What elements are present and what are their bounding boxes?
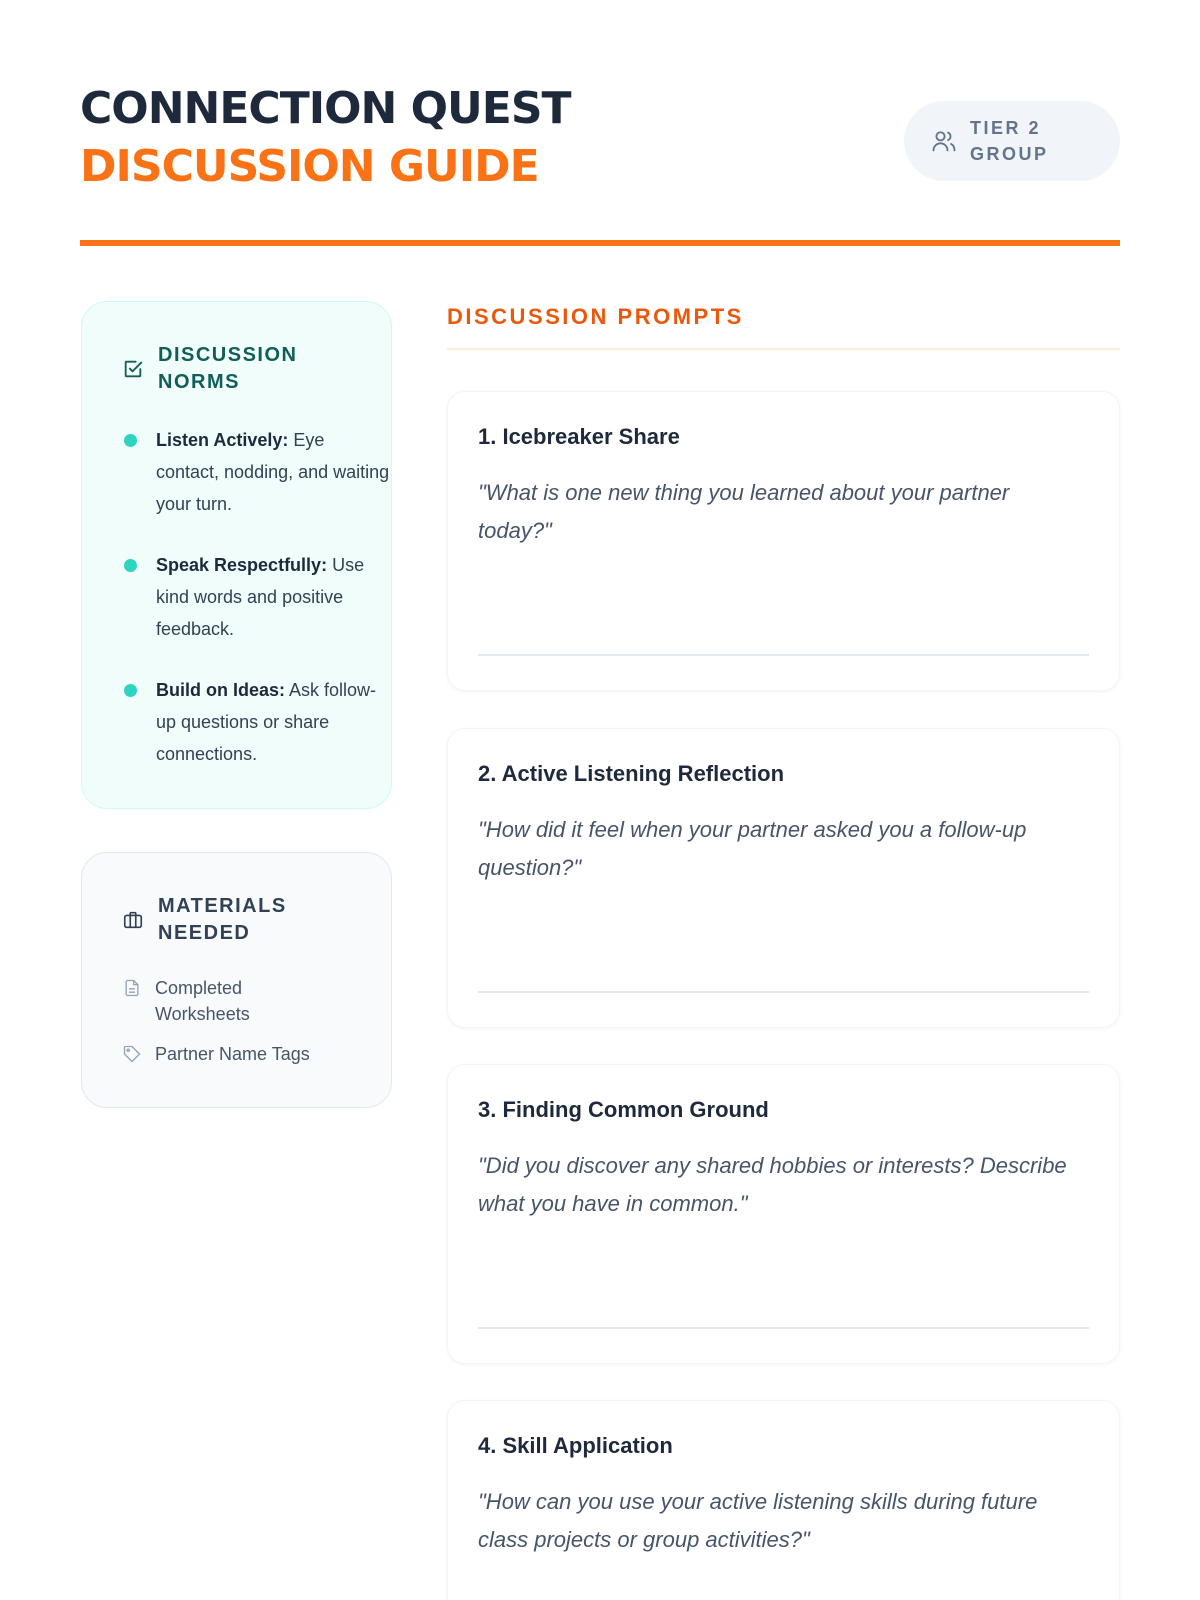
norm-text: Ask follow-up questions or share connections.	[156, 680, 377, 764]
header-divider	[80, 240, 1120, 246]
briefcase-icon	[122, 909, 144, 931]
tag-icon	[122, 1044, 142, 1064]
materials-needed-card	[81, 852, 392, 1108]
discussion-norms-card	[81, 301, 392, 809]
page-header	[80, 80, 1120, 200]
answer-line	[478, 991, 1089, 993]
badge-group: GROUP	[970, 144, 1049, 164]
norm-item	[122, 674, 392, 770]
material-text: Partner Name Tags	[155, 1044, 310, 1064]
norm-text: Eye contact, nodding, and waiting your turn.	[156, 430, 390, 514]
bullet-dot	[124, 434, 137, 447]
prompt-question: "How did it feel when your partner asked you a follow-up question?"	[478, 817, 1027, 880]
material-text: Completed Worksheets	[155, 978, 250, 1024]
checkbox-icon	[122, 358, 144, 380]
material-item	[122, 975, 391, 1027]
page-subtitle: DISCUSSION GUIDE	[80, 141, 539, 192]
bullet-dot	[124, 684, 137, 697]
users-icon	[930, 127, 958, 155]
materials-list	[122, 975, 391, 1067]
answer-line	[478, 654, 1089, 656]
prompts-section-rule	[447, 348, 1120, 350]
norm-item	[122, 424, 392, 520]
norm-label: Listen Actively:	[156, 430, 289, 450]
prompt-card	[447, 728, 1120, 1028]
prompt-card	[447, 391, 1120, 691]
norms-card-header	[122, 342, 391, 396]
norm-item	[122, 549, 392, 645]
materials-title-line2: NEEDED	[158, 922, 251, 944]
prompt-card	[447, 1064, 1120, 1364]
material-item	[122, 1041, 391, 1067]
badge-tier: TIER 2	[970, 118, 1042, 138]
norm-text: Use kind words and positive feedback.	[156, 555, 365, 639]
materials-title-line1: MATERIALS	[158, 895, 287, 917]
norms-list	[122, 424, 391, 770]
prompt-heading: 4. Skill Application	[478, 1433, 673, 1458]
prompt-question: "How can you use your active listening skills during future class projects or group activities?"	[478, 1489, 1038, 1552]
page-title: CONNECTION QUEST	[80, 83, 571, 134]
answer-line	[478, 1327, 1089, 1329]
norm-label: Build on Ideas:	[156, 680, 286, 700]
prompt-heading: 3. Finding Common Ground	[478, 1097, 769, 1122]
prompt-question: "Did you discover any shared hobbies or interests? Describe what you have in common."	[478, 1153, 1067, 1216]
prompt-card	[447, 1400, 1120, 1600]
prompt-heading: 1. Icebreaker Share	[478, 424, 680, 449]
tier-group-badge	[904, 101, 1120, 181]
norms-title-line2: NORMS	[158, 371, 240, 393]
document-icon	[122, 978, 142, 998]
prompts-section-title: DISCUSSION PROMPTS	[447, 304, 744, 329]
prompt-heading: 2. Active Listening Reflection	[478, 761, 785, 786]
norm-label: Speak Respectfully:	[156, 555, 328, 575]
materials-card-header	[122, 893, 391, 947]
prompt-question: "What is one new thing you learned about your partner today?"	[478, 480, 1010, 543]
norms-title-line1: DISCUSSION	[158, 344, 298, 366]
bullet-dot	[124, 559, 137, 572]
